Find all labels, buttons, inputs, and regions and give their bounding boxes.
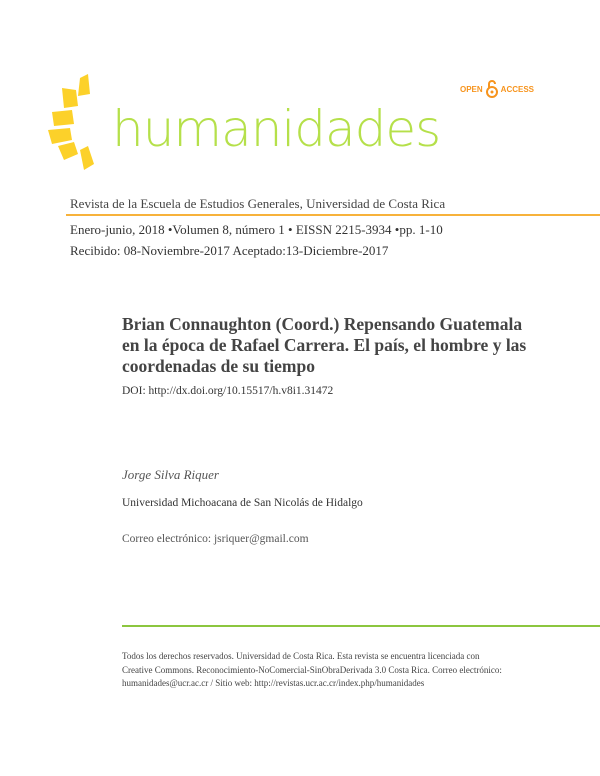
author: Jorge Silva Riquer	[122, 467, 219, 482]
divider	[66, 214, 600, 216]
doi-link[interactable]: DOI: http://dx.doi.org/10.15517/h.v8i1.31472	[122, 385, 334, 397]
footer-divider	[122, 625, 600, 627]
journal-subtitle: Revista de la Escuela de Estudios Generales, Universidad de Costa Rica	[70, 196, 446, 211]
sun-logo-icon	[48, 74, 118, 174]
open-label: OPEN	[460, 84, 483, 94]
open-lock-icon	[485, 80, 499, 98]
author-email: Correo electrónico: jsriquer@gmail.com	[122, 533, 309, 545]
journal-logo: humanidades	[112, 100, 441, 158]
open-access-badge	[460, 80, 534, 98]
affiliation: Universidad Michoacana de San Nicolás de Hidalgo	[122, 497, 363, 509]
dates: Recibido: 08-Noviembre-2017 Aceptado:13-Diciembre-2017	[70, 243, 389, 258]
article-title: Brian Connaughton (Coord.) Repensando Guatemala en la época de Rafael Carrera. El país, el hombre y las coordenadas de su tiempo	[122, 314, 527, 376]
license-footer: Todos los derechos reservados. Universidad de Costa Rica. Esta revista se encuentra licenciada con Creative Commons. Reconocimiento-NoComercial-SinObraDerivada 3.0 Costa Rica. Correo electrónico: humanidades@ucr.ac.cr / Sitio web: http://revistas.ucr.ac.cr/index.php/humanidades	[122, 651, 502, 688]
issue-info: Enero-junio, 2018 •Volumen 8, número 1 • EISSN 2215-3934 •pp. 1-10	[70, 222, 443, 237]
access-label: ACCESS	[500, 84, 535, 94]
